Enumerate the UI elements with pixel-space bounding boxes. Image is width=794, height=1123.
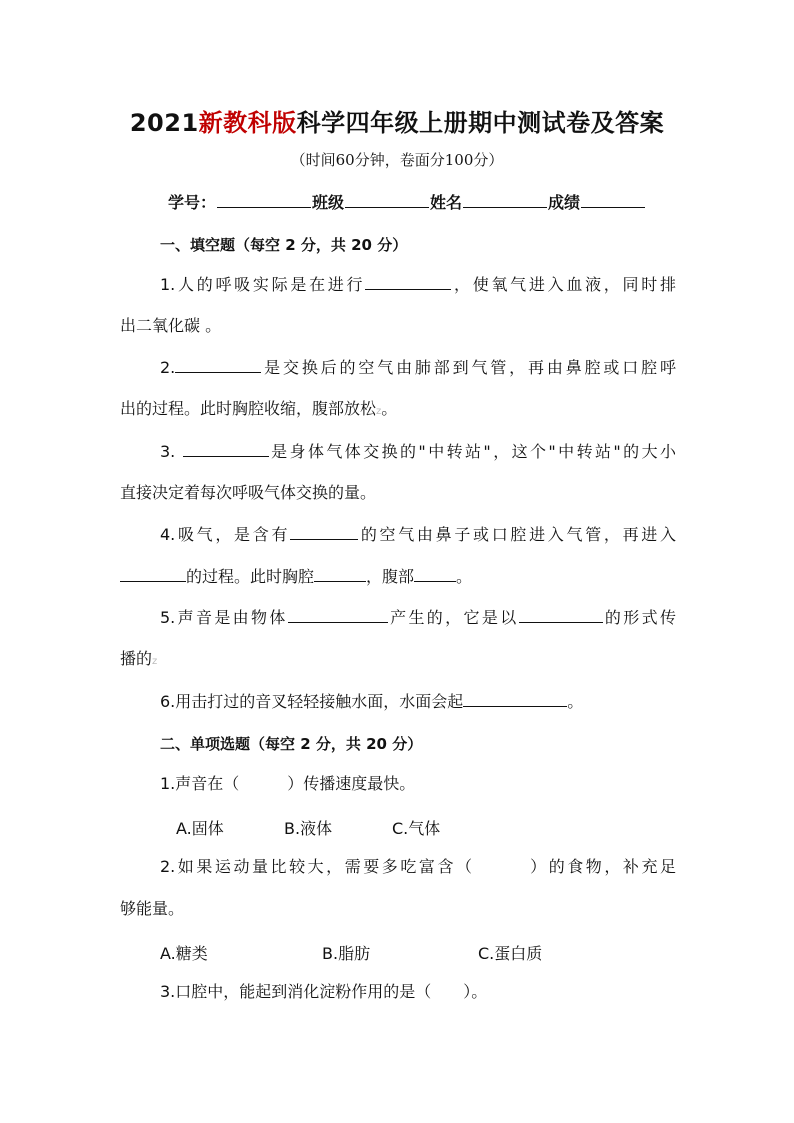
score-label: 成绩 (548, 193, 581, 212)
answer-blank (463, 691, 567, 707)
question-line: 出的过程。此时胸腔收缩，腹部放松z。 (120, 399, 398, 418)
title-rest: 科学四年级上册期中测试卷及答案 (296, 109, 665, 137)
option-b: B.液体 (284, 819, 333, 838)
class-label: 班级 (312, 193, 345, 212)
id-label: 学号： (168, 193, 217, 212)
page-subtitle: （时间60分钟，卷面分100分） (290, 151, 504, 169)
question-line: 的过程。此时胸腔 ，腹部 。 (120, 566, 676, 587)
question-line: 2. 是交换后的空气由肺部到气管，再由鼻腔或口腔呼 (160, 358, 676, 377)
answer-blank (120, 566, 186, 582)
id-blank (217, 193, 311, 208)
section-heading-fill-blank: 一、填空题（每空 2 分，共 20 分） (160, 236, 408, 254)
question-line: 3. 是身体气体交换的"中转站"，这个"中转站"的大小 (160, 442, 676, 461)
page-title (0, 103, 794, 138)
title-year: 2021 (129, 109, 199, 137)
answer-blank (314, 566, 366, 582)
option-a: A.固体 (176, 819, 224, 838)
answer-blank (365, 274, 451, 290)
question-line: 直接决定着每次呼吸气体交换的量。 (120, 483, 377, 502)
title-accent: 新教科版 (198, 109, 297, 137)
answer-blank (183, 441, 269, 457)
student-info-row (168, 190, 646, 213)
question-line: 6.用击打过的音叉轻轻接触水面，水面会起 。 (160, 692, 584, 711)
question-line: 2.如果运动量比较大，需要多吃富含（ ）的食物，补充足 (160, 857, 676, 876)
question-line: 播的z (120, 649, 158, 668)
option-c: C.气体 (392, 819, 441, 838)
question-line: 1.人的呼吸实际是在进行 ，使氧气进入血液，同时排 (160, 275, 676, 294)
name-label: 姓名 (430, 193, 463, 212)
question-line: 够能量。 (120, 899, 185, 918)
question-line: 3.口腔中，能起到消化淀粉作用的是（ ）。 (160, 982, 488, 1001)
watermark-mark: z (376, 406, 382, 417)
question-line: 1.声音在（ ）传播速度最快。 (160, 774, 416, 793)
option-b: B.脂肪 (322, 944, 371, 963)
answer-blank (175, 357, 261, 373)
name-blank (463, 193, 547, 208)
answer-blank (288, 607, 388, 623)
question-line: 出二氧化碳 。 (120, 316, 222, 335)
watermark-mark: z (152, 656, 158, 667)
section-heading-single-choice: 二、单项选题（每空 2 分，共 20 分） (160, 735, 423, 753)
answer-blank (290, 524, 358, 540)
score-blank (581, 193, 645, 208)
answer-blank (414, 566, 456, 582)
question-line: 4.吸气，是含有 的空气由鼻子或口腔进入气管，再进入 (160, 525, 676, 544)
answer-blank (519, 607, 603, 623)
class-blank (345, 193, 429, 208)
option-c: C.蛋白质 (478, 944, 543, 963)
question-line: 5.声音是由物体 产生的，它是以 的形式传 (160, 608, 676, 627)
option-a: A.糖类 (160, 944, 208, 963)
